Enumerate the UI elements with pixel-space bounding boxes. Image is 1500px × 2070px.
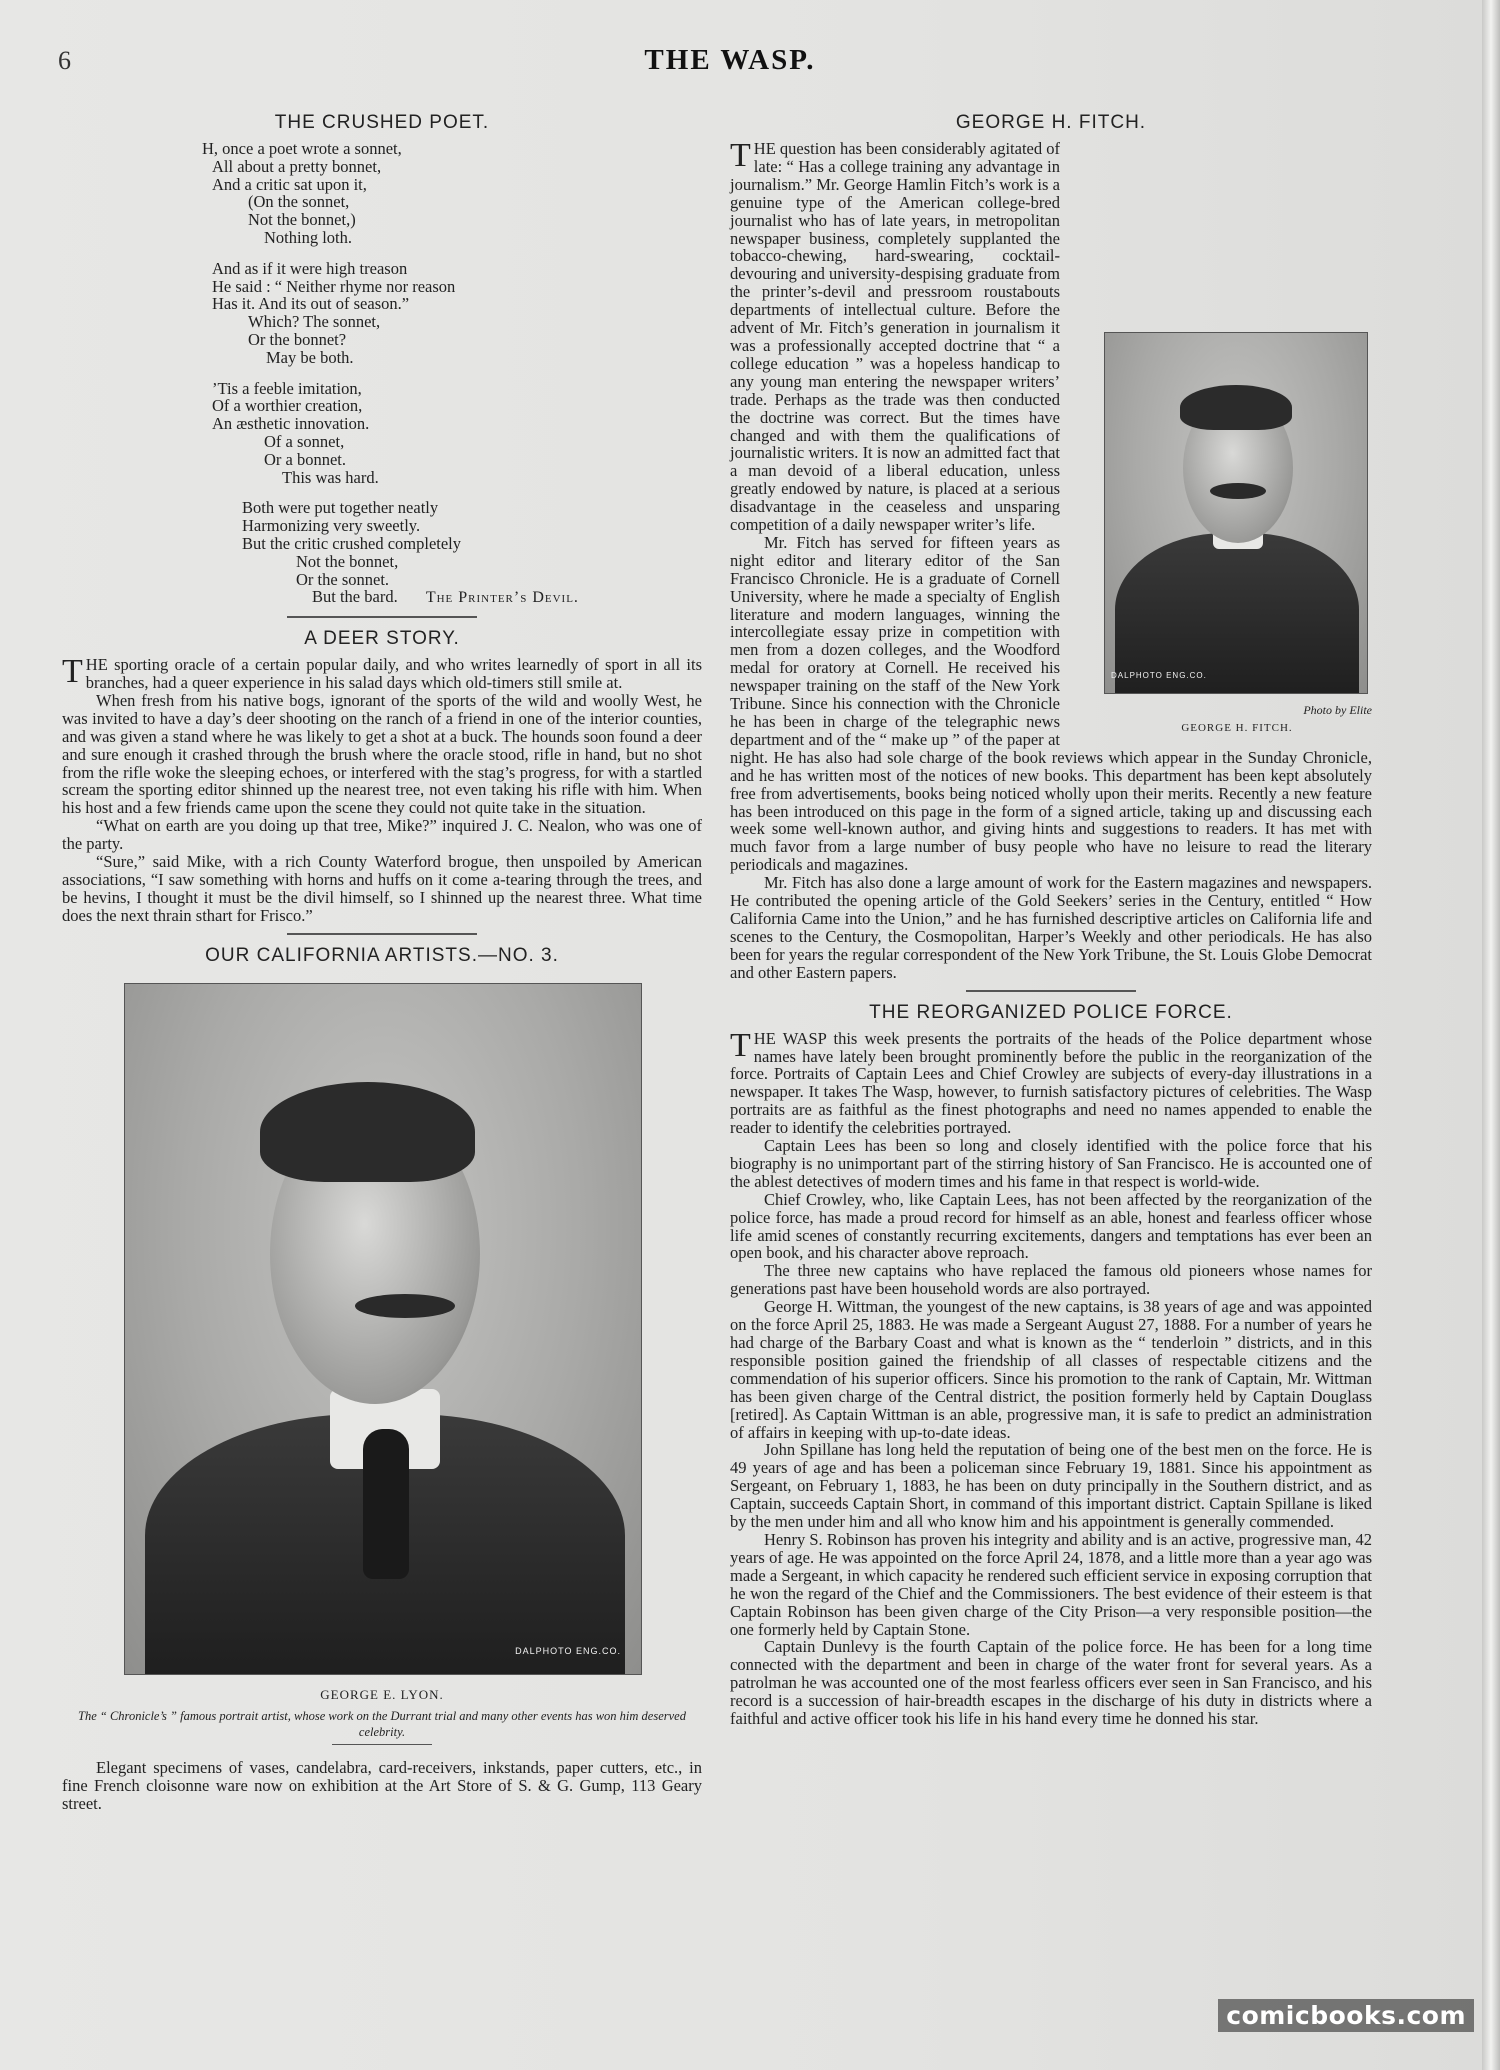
- fitch-title: GEORGE H. FITCH.: [955, 112, 1147, 133]
- masthead: THE WASP.: [644, 44, 816, 76]
- section-rule: [332, 1744, 432, 1745]
- gump-notice: [62, 1759, 702, 1813]
- page-number: 6: [58, 46, 71, 75]
- poem-stanza: [202, 139, 702, 247]
- deer-paragraph: “Sure,” said Mike, with a rich County Waterford brogue, then unspoiled by American associations, “I saw something with horns and huffs on it come a-tearing through the trees, and be hevins, I thought it must be the divil himself, so I shinned up the nearest three. What time does the next thrain sthart for Frisco.”: [62, 852, 702, 925]
- poem-line: May be both.: [266, 347, 354, 367]
- artists-title: OUR CALIFORNIA ARTISTS.—NO. 3.: [205, 944, 559, 966]
- paragraph-text: HE WASP this week presents the portraits of the heads of the Police department whose names have lately been brought prominently before the public in the reorganization of the force. Portraits of Captain Lees and Chief Crowley are subjects of every-day illustrations in a newspaper. It takes The Wasp, however, to furnish satisfactory pictures of celebrities. The Wasp portraits are as faithful as the finest photographs and need no names appended to enable the reader to identify the celebrities portrayed.: [730, 1028, 1372, 1138]
- poem-stanza: [242, 499, 702, 607]
- photo-credit: Photo by Elite: [1303, 703, 1372, 717]
- poem-line: Harmonizing very sweetly.: [242, 516, 421, 536]
- left-column: [62, 112, 702, 1812]
- poem-line: He said : “ Neither rhyme nor reason: [212, 276, 456, 296]
- poem-line: Not the bonnet,: [296, 551, 399, 571]
- poem-signature: The Printer’s Devil.: [425, 589, 579, 607]
- portrait-mustache: [355, 1294, 455, 1318]
- lyon-portrait: [124, 983, 642, 1675]
- engraver-mark: DALPHOTO ENG.CO.: [515, 1645, 621, 1656]
- fitch-photo-caption: GEORGE H. FITCH.: [1181, 721, 1293, 734]
- poem-line: Of a sonnet,: [264, 431, 345, 451]
- engraver-mark: DALPHOTO ENG.CO.: [1111, 671, 1207, 681]
- fitch-paragraph: Mr. Fitch has also done a large amount of work for the Eastern magazines and newspapers. He contributed the opening article of the Gold Seekers’ series in the Century, entitled “ How California Came into the Union,” and he has furnished descriptive articles on California life and scenes to the Century, the Cosmopolitan, Harper’s Weekly and other periodicals. He has also been for years the regular correspondent of the New York Tribune, the St. Louis Globe Democrat and other Eastern papers.: [730, 873, 1372, 982]
- deer-paragraph: [62, 653, 702, 693]
- deer-title: A DEER STORY.: [304, 628, 460, 650]
- portrait-mustache: [1210, 483, 1266, 499]
- police-paragraph: Captain Dunlevy is the fourth Captain of the police force. He has been for a long time connected with the department and been in charge of the water front for several years. As a patrolman he was accounted one of the most fearless officers ever seen in San Francisco, and his record is a succession of hair-breadth escapes in the discharge of his duty in districts where a faithful and active officer took his life in his hand every time he donned his star.: [730, 1637, 1372, 1729]
- police-paragraph: George H. Wittman, the youngest of the new captains, is 38 years of age and was appointed on the force April 25, 1883. He was made a Sergeant August 27, 1888. For a number of years he had charge of the Barbary Coast and what is known as the “ tenderloin ” districts, and in this responsible position gained the friendship of all classes of respectable citizens and the commendation of his superior officers. Since his promotion to the rank of Captain, Mr. Wittman has been given charge of the Central district, the position formerly held by Captain Douglass [retired]. As Captain Wittman is an able, progressive man, it is safe to predict an administration of affairs in keeping with up-to-date ideas.: [730, 1297, 1372, 1442]
- police-paragraph: Henry S. Robinson has proven his integrity and ability and is an active, progressive man, 42 years of age. He was appointed on the force April 24, 1878, and a little more than a year ago was made a Sergeant, in which capacity he rendered such efficient service in exposing corruption that he won the regard of the Chief and the Commissioners. The best evidence of their esteem is that Captain Robinson has been given charge of the City Prison—a very responsible position—the one formerly held by Captain Stone.: [730, 1529, 1372, 1639]
- poem: [202, 139, 702, 607]
- deer-paragraph: When fresh from his native bogs, ignorant of the sports of the wild and woolly West, he was invited to have a day’s deer shooting on the ranch of a friend in one of the interior counties, and was given a stand where he was likely to get a shot at a buck. The hounds soon found a deer and sure enough it crashed through the brush where the oracle stood, rifle in hand, but no shot from the rifle woke the sleeping echoes, or interfered with the stag’s progress, for with a startled scream the sporting editor shinned up the nearest tree, not even taking his rifle with him. When his host and a few friends came upon the scene they could not quite take in the situation.: [62, 690, 702, 818]
- drop-cap: T: [730, 1026, 751, 1064]
- drop-cap: T: [62, 653, 83, 691]
- lyon-description: The “ Chronicle’s ” famous portrait artist, whose work on the Durrant trial and many other events has won him deserved celebrity.: [78, 1708, 686, 1739]
- notice-text: Elegant specimens of vases, candelabra, card-receivers, inkstands, paper cutters, etc., in fine French cloisonne ware now on exhibition at the Art Store of S. & G. Gump, 113 Geary street.: [62, 1757, 702, 1813]
- poem-title: THE CRUSHED POET.: [274, 112, 490, 133]
- poem-line: Has it. And its out of season.”: [212, 294, 410, 314]
- fitch-portrait: [1104, 332, 1368, 694]
- police-paragraph: [730, 1026, 1372, 1138]
- poem-line: This was hard.: [282, 467, 379, 487]
- section-rule: [966, 990, 1136, 992]
- police-paragraph: Captain Lees has been so long and closely identified with the police force that his biography is no unimportant part of the stirring history of San Francisco. He is accounted one of the ablest detectives of modern times and his fame in that respect is world-wide.: [730, 1136, 1372, 1191]
- poem-line: Which? The sonnet,: [248, 312, 381, 332]
- poem-line: And as if it were high treason: [212, 258, 408, 278]
- poem-stanza: [212, 260, 702, 367]
- police-title: THE REORGANIZED POLICE FORCE.: [869, 1001, 1233, 1023]
- poem-line: Or the bonnet?: [248, 329, 347, 349]
- poem-line: Or the sonnet.: [296, 569, 390, 589]
- site-watermark: comicbooks.com: [1218, 1999, 1474, 2032]
- poem-line: All about a pretty bonnet,: [212, 156, 382, 176]
- poem-line: Both were put together neatly: [242, 498, 439, 518]
- page-edge: [1482, 0, 1500, 2070]
- police-paragraph: Chief Crowley, who, like Captain Lees, has not been affected by the reorganization of the police force, has made a proud record for himself as an able, honest and fearless officer whose life amid scenes of constantly recurring excitements, dangers and temptations has ever been an open book, and his character above reproach.: [730, 1189, 1372, 1263]
- poem-line: Or a bonnet.: [264, 449, 347, 469]
- poem-line: But the bard.: [312, 587, 398, 607]
- police-paragraph: John Spillane has long held the reputation of being one of the best men on the force. He is 49 years of age and has been a policeman since February 19, 1881. Since his appointment as Sergeant, on February 1, 1883, he has been on duty principally in the Southern district, and as Captain, succeeds Captain Short, in command of this important district. Captain Spillane is liked by the men under him and all who know him and his appointment is generally commended.: [730, 1440, 1372, 1532]
- poem-line: (On the sonnet,: [248, 192, 350, 212]
- deer-paragraph: “What on earth are you doing up that tree, Mike?” inquired J. C. Nealon, who was one of the party.: [62, 816, 702, 854]
- poem-line: And a critic sat upon it,: [212, 174, 367, 194]
- poem-line: Of a worthier creation,: [212, 396, 363, 416]
- police-paragraph: The three new captains who have replaced the famous old pioneers whose names for generations past have been household words are also portrayed.: [730, 1261, 1372, 1299]
- fitch-paragraph: Mr. Fitch has served for fifteen years as night editor and literary editor of the San Francisco Chronicle. He is a graduate of Cornell University, where he made a specialty of English literature and modern languages, winning the intercollegiate essay prize in competition with men from a dozen colleges, and the Woodford medal for oratory at Cornell. He received his newspaper training on the staff of the New York Tribune. Since his connection with the Chronicle he has been in charge of the telegraphic news department and of the “ make up ” of the paper at night. He has also had sole charge of the book reviews which appear in the Sunday Chronicle, and he has written most of the notices of new books. This department has been kept absolutely free from advertisements, books being noticed wholly upon their merits. Recently a new feature has been introduced on this page in the form of a signed article, taking up and discussing each week some well-known author, and giving hints and suggestions to readers. It has met with much favor from a large number of busy people who have no leisure to read the literary periodicals and magazines.: [730, 532, 1372, 875]
- portrait-hair: [260, 1082, 475, 1182]
- paragraph-text: HE sporting oracle of a certain popular daily, and who writes learnedly of sport in all its branches, had a queer experience in his salad days which old-timers still smile at.: [85, 655, 702, 693]
- poem-line: H, once a poet wrote a sonnet,: [202, 139, 402, 158]
- portrait-tie: [363, 1429, 409, 1579]
- poem-last-line: [312, 588, 702, 607]
- section-rule: [287, 933, 477, 935]
- poem-line: ’Tis a feeble imitation,: [212, 378, 362, 398]
- deer-story: [62, 653, 702, 925]
- drop-cap: T: [730, 137, 751, 174]
- paragraph-text: HE question has been considerably agitated of late: “ Has a college training any advantage in journalism.” Mr. George Hamlin Fitch’s work is a genuine type of the American college-bred journalist who has of late years, in metropolitan newspaper business, completely supplanted the tobacco-chewing, hard-swearing, cocktail-devouring and university-despising graduate from the printer’s-devil and pressroom roustabouts departments of intellectual culture. Before the advent of Mr. Fitch’s generation in journalism it was a professionally accepted doctrine that “ a college education ” was a hopeless handicap to any young man entering the newspaper writers’ trade. Perhaps as the trade was then conducted the doctrine was correct. But the times have changed and with them the qualifications of journalistic writers. It is now an admitted fact that a man devoid of a liberal education, unless greatly endowed by nature, is placed at a serious disadvantage in the ceaseless and unsparing competition of a daily newspaper writer’s life.: [730, 139, 1060, 535]
- right-column: [730, 112, 1372, 1728]
- poem-line: Nothing loth.: [264, 227, 353, 247]
- poem-line: An æsthetic innovation.: [212, 414, 370, 434]
- lyon-caption: GEORGE E. LYON.: [320, 1686, 444, 1702]
- poem-line: Not the bonnet,): [248, 210, 356, 230]
- poem-line: But the critic crushed completely: [242, 533, 462, 553]
- section-rule: [287, 616, 477, 618]
- police-article: [730, 1026, 1372, 1729]
- poem-stanza: [212, 380, 702, 487]
- fitch-photo-block: [1072, 332, 1372, 738]
- fitch-article: [730, 137, 1372, 982]
- portrait-hair: [1180, 385, 1292, 430]
